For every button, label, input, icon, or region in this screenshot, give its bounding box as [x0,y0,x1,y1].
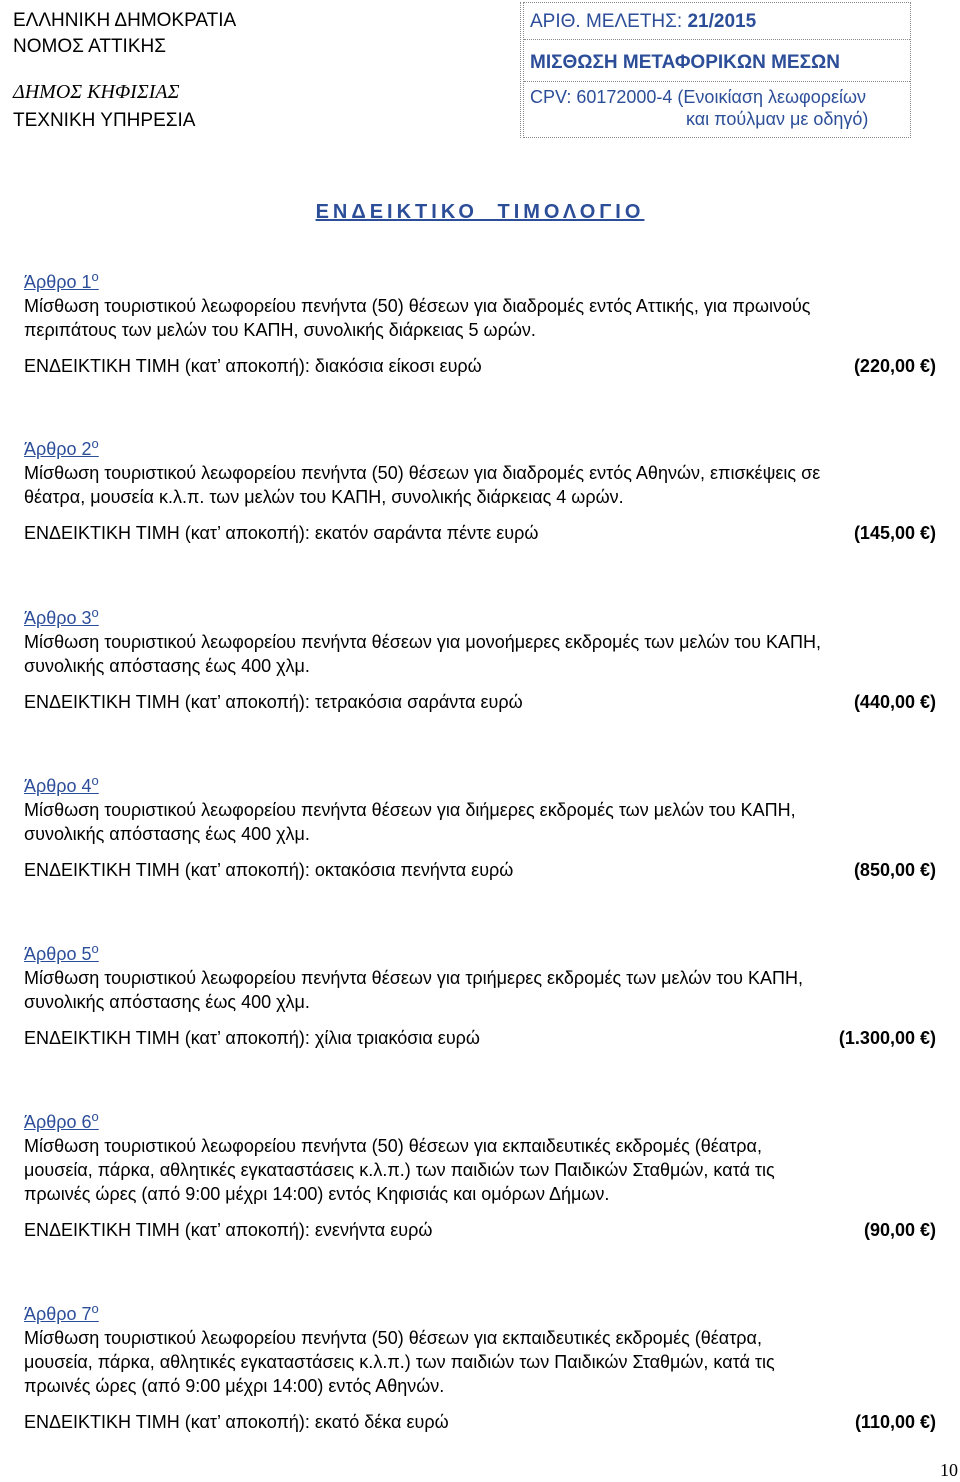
article-heading [24,774,936,798]
price-value: (220,00 €) [853,356,936,376]
price-label [24,521,538,545]
price-value: (145,00 €) [853,523,936,543]
article-description-line: μουσεία, πάρκα, αθλητικές εγκαταστάσεις κ.λ.π.) των παιδιών των Παιδικών Σταθμών, κατά τις [24,1160,775,1180]
price-label [24,1410,449,1434]
header-republic: ΕΛΛΗΝΙΚΗ ΔΗΜΟΚΡΑΤΙΑ [13,10,237,31]
article-description-line: Μίσθωση τουριστικού λεωφορείου πενήντα θέσεων για διήμερες εκδρομές των μελών του ΚΑΠΗ, [24,800,796,820]
article-heading-text: Άρθρο 1 [24,272,92,292]
project-title: ΜΙΣΘΩΣΗ ΜΕΤΑΦΟΡΙΚΩΝ ΜΕΣΩΝ [530,52,840,73]
price-label-prefix: ΕΝΔΕΙΚΤΙΚΗ ΤΙΜΗ (κατ’ αποκοπή): [24,523,310,543]
price-value: (1.300,00 €) [838,1028,936,1048]
article-ordinal: ο [91,1109,99,1124]
price-in-words: οκτακόσια πενήντα ευρώ [314,860,514,880]
price-label [24,690,523,714]
header-right-block [523,2,911,138]
price-row [24,354,936,378]
study-number: 21/2015 [687,11,757,32]
article-heading-text: Άρθρο 6 [24,1112,92,1132]
price-row [24,521,936,545]
price-in-words: διακόσια είκοσι ευρώ [314,356,482,376]
article-description-line: συνολικής απόστασης έως 400 χλμ. [24,824,310,844]
article-ordinal: ο [91,773,99,788]
article-description-line: Μίσθωση τουριστικού λεωφορείου πενήντα θέσεων για τριήμερες εκδρομές των μελών του ΚΑΠΗ, [24,968,803,988]
price-value: (90,00 €) [863,1220,936,1240]
article-ordinal: ο [91,941,99,956]
article-description-line: πρωινές ώρες (από 9:00 μέχρι 14:00) εντός Αθηνών. [24,1376,445,1396]
article-ordinal: ο [91,269,99,284]
document-title: ΕΝΔΕΙΚΤΙΚΟ ΤΙΜΟΛΟΓΙΟ [315,201,645,223]
price-label-prefix: ΕΝΔΕΙΚΤΙΚΗ ΤΙΜΗ (κατ’ αποκοπή): [24,1028,310,1048]
price-row [24,1410,936,1434]
price-value: (110,00 €) [854,1412,936,1432]
article-heading-text: Άρθρο 5 [24,944,92,964]
article-ordinal: ο [91,1301,99,1316]
cpv-line-1: CPV: 60172000-4 (Ενοικίαση λεωφορείων [530,87,867,107]
header-prefecture: ΝΟΜΟΣ ΑΤΤΙΚΗΣ [13,36,166,57]
article-description-line: Μίσθωση τουριστικού λεωφορείου πενήντα (50) θέσεων για εκπαιδευτικές εκδρομές (θέατρα, [24,1328,762,1348]
header-divider [524,39,910,40]
page-number: 10 [940,1460,958,1480]
document-header [3,2,911,138]
article [24,1302,936,1434]
article [24,1110,936,1242]
article-heading [24,1302,936,1326]
article-heading-text: Άρθρο 2 [24,439,92,459]
article [24,270,936,378]
article-heading-text: Άρθρο 7 [24,1304,92,1324]
article-heading [24,606,936,630]
price-label [24,354,482,378]
price-label-prefix: ΕΝΔΕΙΚΤΙΚΗ ΤΙΜΗ (κατ’ αποκοπή): [24,860,310,880]
price-label-prefix: ΕΝΔΕΙΚΤΙΚΗ ΤΙΜΗ (κατ’ αποκοπή): [24,692,310,712]
article-heading-text: Άρθρο 3 [24,608,92,628]
price-row [24,690,936,714]
price-label [24,1026,480,1050]
article [24,774,936,882]
article [24,606,936,714]
price-in-words: εκατό δέκα ευρώ [314,1412,449,1432]
price-row [24,1218,936,1242]
article-description-line: περιπάτους των μελών του ΚΑΠΗ, συνολικής διάρκειας 5 ωρών. [24,320,536,340]
article-description-line: πρωινές ώρες (από 9:00 μέχρι 14:00) εντός Κηφισιάς και ομόρων Δήμων. [24,1184,610,1204]
article-heading [24,1110,936,1134]
price-label [24,1218,432,1242]
article-heading [24,270,936,294]
price-in-words: εκατόν σαράντα πέντε ευρώ [314,523,539,543]
price-in-words: ενενήντα ευρώ [314,1220,433,1240]
article [24,437,936,545]
price-row [24,858,936,882]
price-label-prefix: ΕΝΔΕΙΚΤΙΚΗ ΤΙΜΗ (κατ’ αποκοπή): [24,356,310,376]
article-description-line: Μίσθωση τουριστικού λεωφορείου πενήντα (50) θέσεων για διαδρομές εντός Αττικής, για πρωινούς [24,296,811,316]
price-in-words: τετρακόσια σαράντα ευρώ [314,692,523,712]
article-description-line: συνολικής απόστασης έως 400 χλμ. [24,992,310,1012]
header-divider [524,81,910,82]
article-description-line: μουσεία, πάρκα, αθλητικές εγκαταστάσεις κ.λ.π.) των παιδιών των Παιδικών Σταθμών, κατά τις [24,1352,775,1372]
price-value: (850,00 €) [853,860,936,880]
article-heading-text: Άρθρο 4 [24,776,92,796]
article-ordinal: ο [91,605,99,620]
article-heading [24,437,936,461]
cpv-line-2: και πούλμαν με οδηγό) [686,109,869,129]
header-left-block [3,2,521,138]
price-label-prefix: ΕΝΔΕΙΚΤΙΚΗ ΤΙΜΗ (κατ’ αποκοπή): [24,1220,310,1240]
price-label-prefix: ΕΝΔΕΙΚΤΙΚΗ ΤΙΜΗ (κατ’ αποκοπή): [24,1412,310,1432]
article-description-line: Μίσθωση τουριστικού λεωφορείου πενήντα θέσεων για μονοήμερες εκδρομές των μελών του ΚΑΠΗ, [24,632,822,652]
article-heading [24,942,936,966]
article-ordinal: ο [91,436,99,451]
article-description-line: Μίσθωση τουριστικού λεωφορείου πενήντα (50) θέσεων για διαδρομές εντός Αθηνών, επισκέψεις σε [24,463,821,483]
article [24,942,936,1050]
study-label: ΑΡΙΘ. ΜΕΛΕΤΗΣ: [530,11,683,32]
price-in-words: χίλια τριακόσια ευρώ [314,1028,480,1048]
article-description-line: Μίσθωση τουριστικού λεωφορείου πενήντα (50) θέσεων για εκπαιδευτικές εκδρομές (θέατρα, [24,1136,762,1156]
price-label [24,858,513,882]
header-municipality: ΔΗΜΟΣ ΚΗΦΙΣΙΑΣ [13,81,180,103]
price-row [24,1026,936,1050]
article-description-line: συνολικής απόστασης έως 400 χλμ. [24,656,310,676]
study-number-line [530,11,756,33]
article-description-line: θέατρα, μουσεία κ.λ.π. των μελών του ΚΑΠΗ, συνολικής διάρκειας 4 ωρών. [24,487,624,507]
header-department: ΤΕΧΝΙΚΗ ΥΠΗΡΕΣΙΑ [13,110,196,131]
price-value: (440,00 €) [853,692,936,712]
